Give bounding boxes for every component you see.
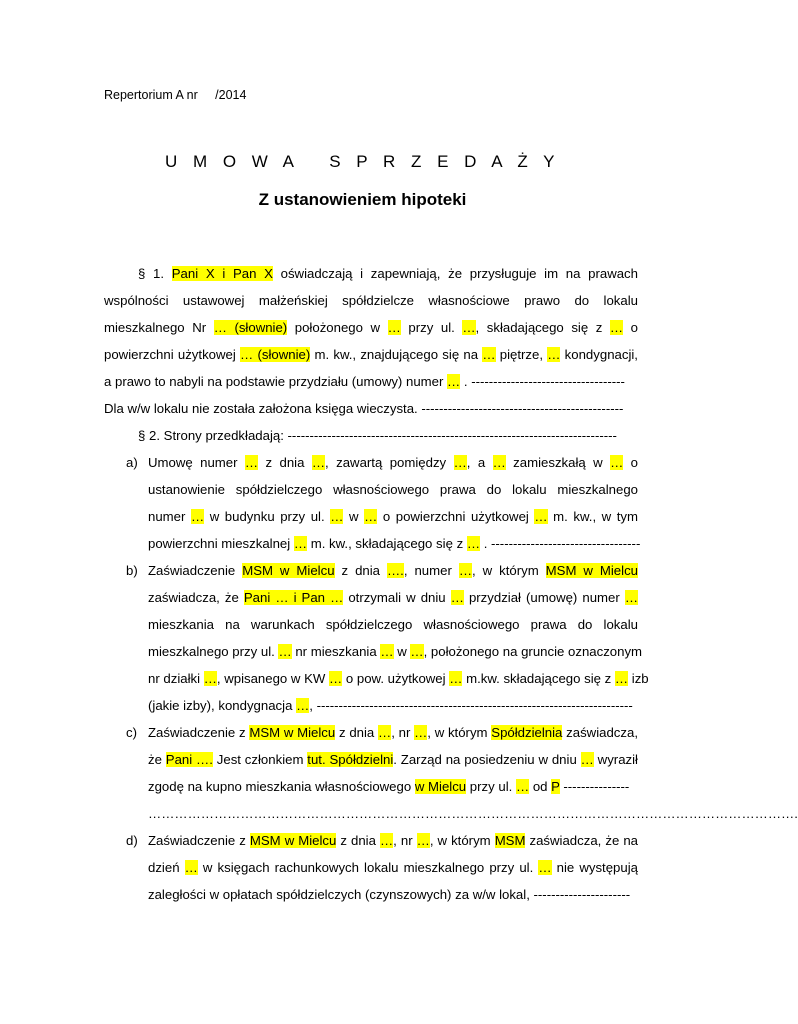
- text-segment: m. kw., w tym: [547, 509, 639, 524]
- highlighted-placeholder: …: [184, 860, 198, 875]
- paragraph-1-line-1: [138, 265, 638, 283]
- text-segment: powierzchni użytkowej: [104, 347, 241, 362]
- highlighted-placeholder: …: [515, 779, 530, 794]
- item-c-line-2: [148, 751, 638, 769]
- text-segment: , składającego się z: [475, 320, 610, 335]
- highlighted-placeholder: …: [450, 590, 464, 605]
- highlighted-placeholder: …: [414, 725, 428, 740]
- highlighted-placeholder: …: [244, 455, 259, 470]
- highlighted-placeholder: P: [551, 779, 560, 794]
- text-segment: mieszkalnego przy ul.: [148, 644, 279, 659]
- text-segment: że: [148, 752, 166, 767]
- highlighted-placeholder: …: [416, 833, 430, 848]
- text-segment: przydział (umowę) numer: [463, 590, 625, 605]
- text-segment: z dnia: [258, 455, 312, 470]
- highlighted-placeholder: …: [278, 644, 292, 659]
- highlighted-placeholder: … (słownie): [240, 347, 311, 362]
- text-segment: , nr: [391, 725, 415, 740]
- highlighted-placeholder: …: [534, 509, 548, 524]
- text-segment: , położonego na gruncie oznaczonym: [423, 644, 643, 659]
- highlighted-placeholder: …: [453, 455, 467, 470]
- highlighted-placeholder: … (słownie): [213, 320, 288, 335]
- highlighted-placeholder: Spółdzielnia: [491, 725, 563, 740]
- highlighted-placeholder: …: [447, 374, 461, 389]
- item-b-line-3: mieszkania na warunkach spółdzielczego własnościowego prawa do lokalu: [148, 617, 638, 632]
- highlighted-placeholder: …: [449, 671, 463, 686]
- highlighted-placeholder: …: [580, 752, 594, 767]
- highlighted-placeholder: …: [547, 347, 561, 362]
- highlighted-placeholder: …: [482, 347, 496, 362]
- highlighted-placeholder: Pani ….: [165, 752, 213, 767]
- highlighted-placeholder: …: [410, 644, 424, 659]
- text-segment: wyraził: [593, 752, 638, 767]
- highlighted-placeholder: …: [293, 536, 308, 551]
- item-b-line-6: [148, 697, 633, 715]
- text-segment: nr działki: [148, 671, 204, 686]
- text-segment: oświadczają i zapewniają, że przysługuje im na prawach: [272, 266, 638, 281]
- highlighted-placeholder: …: [380, 644, 394, 659]
- text-segment: mieszkalnego Nr: [104, 320, 214, 335]
- highlighted-placeholder: …: [379, 833, 394, 848]
- item-a-line-1: [148, 454, 638, 472]
- text-segment: , ------------------------------------------------------------------------: [309, 698, 633, 713]
- item-a-line-2: ustanowienie spółdzielczego własnościowego prawa do lokalu mieszkalnego: [148, 482, 638, 497]
- item-c-line-1: [148, 724, 638, 742]
- highlighted-placeholder: MSM: [494, 833, 526, 848]
- highlighted-placeholder: Pani … i Pan …: [243, 590, 344, 605]
- highlighted-placeholder: MSM w Mielcu: [545, 563, 639, 578]
- text-segment: § 1.: [138, 266, 172, 281]
- highlighted-placeholder: …: [203, 671, 217, 686]
- text-segment: dzień: [148, 860, 185, 875]
- text-segment: zgodę na kupno mieszkania własnościowego: [148, 779, 415, 794]
- text-segment: przy ul.: [466, 779, 516, 794]
- text-segment: powierzchni mieszkalnej: [148, 536, 294, 551]
- text-segment: . ----------------------------------: [480, 536, 641, 551]
- document-title: U M O W A S P R Z E D A Ż Y: [164, 152, 561, 171]
- text-segment: otrzymali w dniu: [343, 590, 451, 605]
- highlighted-placeholder: …: [609, 320, 624, 335]
- paragraph-1-line-6: Dla w/w lokalu nie została założona księga wieczysta. ----------------------------------------------: [104, 401, 624, 416]
- list-marker-d: d): [126, 833, 138, 848]
- item-d-line-1: [148, 832, 638, 850]
- highlighted-placeholder: tut. Spółdzielni: [307, 752, 394, 767]
- list-marker-b: b): [126, 563, 138, 578]
- item-c-line-4: ………………………………………………………………………………………………………………………………….: [148, 806, 798, 821]
- text-segment: Zaświadczenie z: [148, 833, 250, 848]
- text-segment: w księgach rachunkowych lokalu mieszkalnego przy ul.: [197, 860, 539, 875]
- highlighted-placeholder: …: [387, 320, 401, 335]
- highlighted-placeholder: MSM w Mielcu: [249, 833, 337, 848]
- list-marker-c: c): [126, 725, 137, 740]
- highlighted-placeholder: ….: [386, 563, 404, 578]
- highlighted-placeholder: …: [330, 509, 344, 524]
- text-segment: (jakie izby), kondygnacja: [148, 698, 297, 713]
- text-segment: od: [529, 779, 552, 794]
- text-segment: w: [343, 509, 365, 524]
- highlighted-placeholder: w Mielcu: [414, 779, 467, 794]
- text-segment: w: [393, 644, 411, 659]
- paragraph-2-heading: § 2. Strony przedkładają: ---------------------------------------------------------------------------: [138, 428, 617, 443]
- highlighted-placeholder: …: [492, 455, 506, 470]
- highlighted-placeholder: MSM w Mielcu: [249, 725, 336, 740]
- text-segment: , numer: [403, 563, 459, 578]
- item-b-line-2: [148, 589, 638, 607]
- text-segment: , a: [466, 455, 493, 470]
- item-a-line-3: [148, 508, 638, 526]
- text-segment: kondygnacji,: [560, 347, 638, 362]
- text-segment: m. kw., znajdującego się na: [310, 347, 483, 362]
- highlighted-placeholder: …: [614, 671, 629, 686]
- paragraph-1-line-4: [104, 346, 638, 364]
- text-segment: , w którym: [429, 833, 495, 848]
- text-segment: przy ul.: [400, 320, 463, 335]
- highlighted-placeholder: …: [378, 725, 392, 740]
- text-segment: z dnia: [334, 563, 387, 578]
- highlighted-placeholder: …: [190, 509, 205, 524]
- text-segment: m. kw., składającego się z: [307, 536, 467, 551]
- highlighted-placeholder: Pani X i Pan X: [171, 266, 273, 281]
- text-segment: zamieszkałą w: [505, 455, 611, 470]
- highlighted-placeholder: …: [466, 536, 481, 551]
- text-segment: Umowę numer: [148, 455, 245, 470]
- highlighted-placeholder: …: [296, 698, 310, 713]
- text-segment: , w którym: [472, 563, 546, 578]
- highlighted-placeholder: MSM w Mielcu: [242, 563, 335, 578]
- text-segment: numer: [148, 509, 191, 524]
- item-b-line-4: [148, 643, 643, 661]
- highlighted-placeholder: …: [462, 320, 476, 335]
- text-segment: , w którym: [427, 725, 492, 740]
- item-c-line-3: [148, 778, 629, 796]
- text-segment: . Zarząd na posiedzeniu w dniu: [393, 752, 581, 767]
- item-d-line-3: zaległości w opłatach spółdzielczych (czynszowych) za w/w lokal, ----------------------: [148, 887, 631, 902]
- item-b-line-1: [148, 562, 638, 580]
- paragraph-1-line-5: [104, 373, 625, 391]
- text-segment: z dnia: [335, 725, 379, 740]
- item-b-line-5: [148, 670, 649, 688]
- text-segment: położonego w: [287, 320, 388, 335]
- text-segment: , wpisanego w KW: [216, 671, 330, 686]
- paragraph-1-line-3: [104, 319, 638, 337]
- text-segment: , nr: [393, 833, 417, 848]
- highlighted-placeholder: …: [458, 563, 473, 578]
- text-segment: Zaświadczenie z: [148, 725, 250, 740]
- highlighted-placeholder: …: [538, 860, 552, 875]
- text-segment: zaświadcza, że: [148, 590, 244, 605]
- text-segment: z dnia: [336, 833, 380, 848]
- highlighted-placeholder: …: [624, 590, 639, 605]
- text-segment: piętrze,: [495, 347, 548, 362]
- text-segment: , zawartą pomiędzy: [325, 455, 454, 470]
- highlighted-placeholder: …: [364, 509, 378, 524]
- text-segment: a prawo to nabyli na podstawie przydziału (umowy) numer: [104, 374, 448, 389]
- highlighted-placeholder: …: [329, 671, 343, 686]
- list-marker-a: a): [126, 455, 138, 470]
- text-segment: izb: [628, 671, 649, 686]
- text-segment: w budynku przy ul.: [204, 509, 331, 524]
- text-segment: zaświadcza,: [562, 725, 638, 740]
- text-segment: Jest członkiem: [212, 752, 308, 767]
- item-d-line-2: [148, 859, 638, 877]
- highlighted-placeholder: …: [311, 455, 326, 470]
- text-segment: ---------------: [559, 779, 630, 794]
- item-a-line-4: [148, 535, 640, 553]
- highlighted-placeholder: …: [610, 455, 624, 470]
- text-segment: . -----------------------------------: [460, 374, 625, 389]
- text-segment: m.kw. składającego się z: [462, 671, 615, 686]
- text-segment: Zaświadczenie: [148, 563, 243, 578]
- paragraph-1-line-2: wspólności ustawowej małżeńskiej spółdzielcze własnościowe prawo do lokalu: [104, 293, 638, 308]
- text-segment: o powierzchni użytkowej: [377, 509, 535, 524]
- text-segment: zaświadcza, że na: [525, 833, 638, 848]
- text-segment: o pow. użytkowej: [342, 671, 450, 686]
- text-segment: o: [623, 320, 638, 335]
- document-subtitle: Z ustanowieniem hipoteki: [258, 190, 467, 209]
- text-segment: nr mieszkania: [291, 644, 381, 659]
- repertorium-number: Repertorium A nr /2014: [104, 88, 247, 102]
- text-segment: nie występują: [551, 860, 638, 875]
- text-segment: o: [623, 455, 639, 470]
